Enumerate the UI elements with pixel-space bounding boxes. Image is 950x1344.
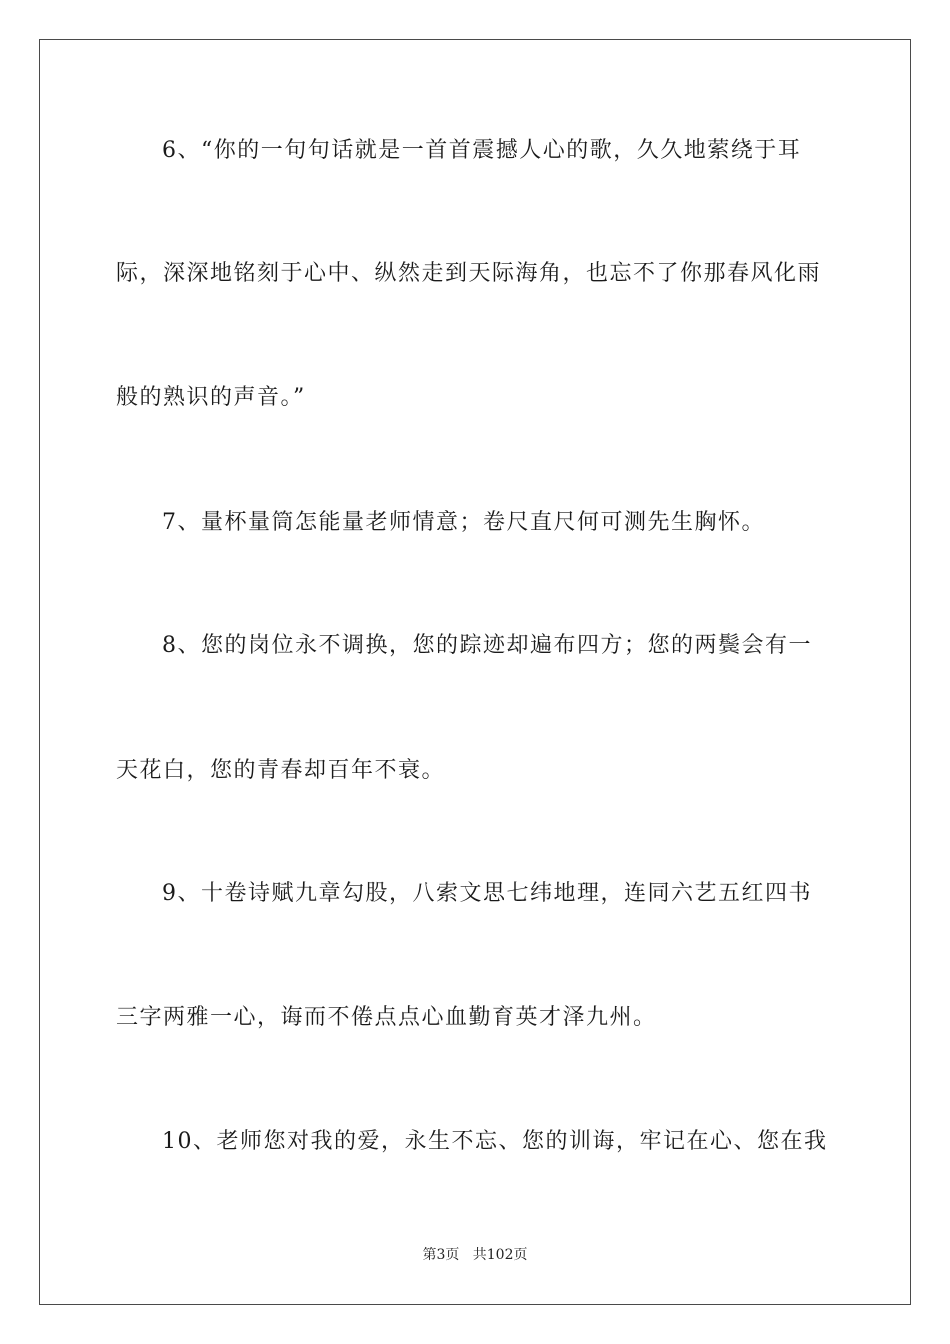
text-line: 般的熟识的声音。” bbox=[116, 385, 306, 410]
text-line: 6、“你的一句句话就是一首首震撼人心的歌，久久地萦绕于耳 bbox=[162, 138, 802, 163]
page-number: 第3页 bbox=[422, 1247, 460, 1263]
text-line: 10、老师您对我的爱，永生不忘、您的训诲，牢记在心、您在我 bbox=[162, 1129, 828, 1154]
text-line: 际，深深地铭刻于心中、纵然走到天际海角，也忘不了你那春风化雨 bbox=[116, 261, 822, 286]
text-line: 7、量杯量筒怎能量老师情意；卷尺直尺何可测先生胸怀。 bbox=[162, 510, 765, 535]
page-frame bbox=[39, 39, 911, 1305]
text-line: 三字两雅一心，诲而不倦点点心血勤育英才泽九州。 bbox=[116, 1005, 657, 1030]
page-footer bbox=[0, 1246, 950, 1264]
text-line: 9、十卷诗赋九章勾股，八索文思七纬地理，连同六艺五红四书 bbox=[162, 881, 812, 906]
text-line: 天花白，您的青春却百年不衰。 bbox=[116, 758, 446, 783]
text-line: 8、您的岗位永不调换，您的踪迹却遍布四方；您的两鬓会有一 bbox=[162, 633, 812, 658]
page-total: 共102页 bbox=[472, 1247, 528, 1263]
